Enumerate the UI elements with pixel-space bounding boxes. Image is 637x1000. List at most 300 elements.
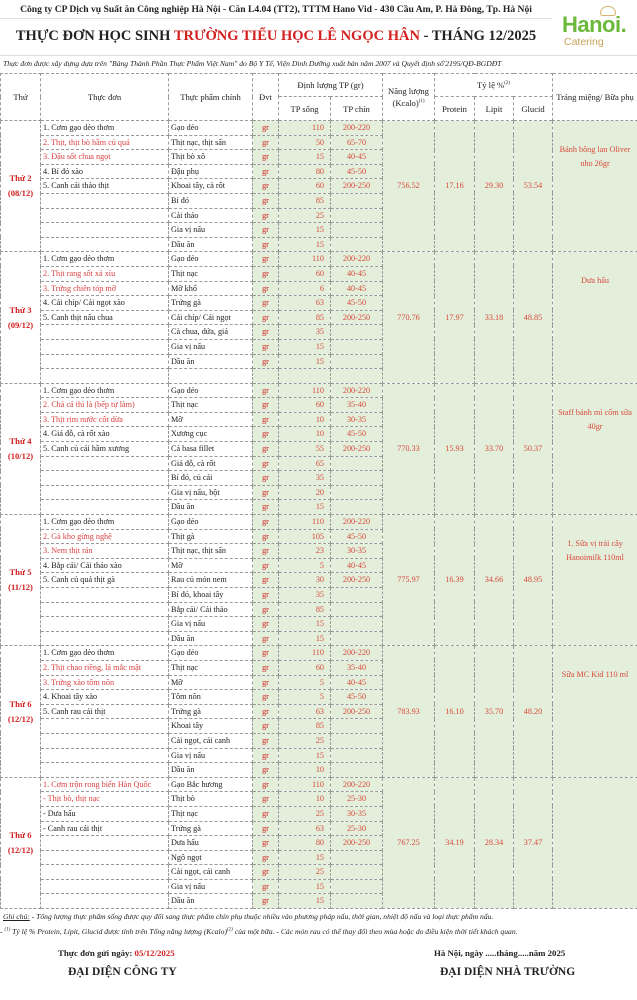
protein-cell: 16.10 [435, 646, 475, 777]
dish-cell [41, 617, 169, 632]
day-label: Thứ 4 [9, 435, 32, 446]
title-part2: - THÁNG 12/2025 [419, 28, 537, 44]
cooked-amount-cell [331, 471, 383, 486]
glucid-cell: 37.47 [514, 777, 553, 908]
ingredient-cell: Gạo dẻo [169, 252, 253, 267]
dish-cell: 3. Nem thịt rán [41, 544, 169, 559]
title-school: TRƯỜNG TIỂU HỌC LÊ NGỌC HÂN [173, 28, 420, 44]
unit-cell: gr [253, 777, 279, 792]
cooked-amount-cell [331, 850, 383, 865]
raw-amount-cell: 25 [279, 208, 331, 223]
raw-amount-cell: 15 [279, 617, 331, 632]
note-2-text-b: Tỷ lệ % Protein, Lipit, Glucid được tính trên Tổng năng lượng (Kcalo) [10, 927, 227, 936]
dish-cell: 1. Cơm gạo dẻo thơm [41, 383, 169, 398]
raw-amount-cell: 85 [279, 193, 331, 208]
cooked-amount-cell [331, 763, 383, 778]
dish-cell [41, 631, 169, 646]
lipit-cell: 33.18 [475, 252, 514, 383]
day-date: (12/12) [7, 713, 34, 724]
dish-cell: 2. Thịt chao riềng, lá mắc mật [41, 660, 169, 675]
dessert-cell: Bánh bông lan Oliver nho 26gr [553, 121, 637, 252]
dish-cell: 1. Cơm trộn rong biển Hàn Quốc [41, 777, 169, 792]
day-cell [1, 121, 41, 252]
unit-cell: gr [253, 704, 279, 719]
ingredient-cell: Dưa hấu [169, 836, 253, 851]
ingredient-cell: Gia vị nấu [169, 748, 253, 763]
day-date: (12/12) [7, 844, 34, 855]
table-row [1, 646, 637, 661]
unit-cell: gr [253, 208, 279, 223]
raw-amount-cell: 5 [279, 675, 331, 690]
cooked-amount-cell [331, 485, 383, 500]
unit-cell: gr [253, 266, 279, 281]
cooked-amount-cell: 200-220 [331, 252, 383, 267]
ty-le-sup: (2) [504, 81, 511, 87]
unit-cell: gr [253, 121, 279, 136]
raw-amount-cell: 60 [279, 266, 331, 281]
ingredient-cell: Dầu ăn [169, 763, 253, 778]
unit-cell [253, 369, 279, 384]
dish-cell [41, 719, 169, 734]
ingredient-cell: Tôm nõn [169, 690, 253, 705]
cooked-amount-cell [331, 748, 383, 763]
unit-cell: gr [253, 646, 279, 661]
day-label: Thứ 6 [9, 829, 32, 840]
cooked-amount-cell: 40-45 [331, 675, 383, 690]
raw-amount-cell: 15 [279, 223, 331, 238]
raw-amount-cell: 60 [279, 398, 331, 413]
energy-cell: 770.33 [383, 383, 435, 514]
dish-cell: 4. Giá đỗ, cà rốt xào [41, 427, 169, 442]
cooked-amount-cell: 45-50 [331, 427, 383, 442]
raw-amount-cell: 15 [279, 748, 331, 763]
cooked-amount-cell [331, 237, 383, 252]
ingredient-cell: Mỡ [169, 675, 253, 690]
col-header-thu: Thứ [1, 74, 41, 121]
cooked-amount-cell: 40-45 [331, 150, 383, 165]
raw-amount-cell: 10 [279, 427, 331, 442]
day-label: Thứ 5 [9, 567, 32, 578]
cooked-amount-cell: 40-45 [331, 266, 383, 281]
unit-cell: gr [253, 150, 279, 165]
cooked-amount-cell: 200-250 [331, 704, 383, 719]
lipit-cell: 33.70 [475, 383, 514, 514]
ingredient-cell: Trứng gà [169, 296, 253, 311]
ingredient-cell: Xương cục [169, 427, 253, 442]
cooked-amount-cell: 200-250 [331, 179, 383, 194]
unit-cell: gr [253, 500, 279, 515]
company-header: Công ty CP Dịch vụ Suất ăn Công nghiệp Hà Nội - Căn L4.04 (TT2), TTTM Hano Vid - 430 Cầu Am, P. Hà Đông, Tp. Hà Nội [0, 0, 552, 19]
col-header-lipit: Lipit [475, 97, 514, 121]
dish-cell: 4. Khoai tây xào [41, 690, 169, 705]
dish-cell [41, 748, 169, 763]
cooked-amount-cell [331, 500, 383, 515]
unit-cell: gr [253, 573, 279, 588]
cooked-amount-cell [331, 733, 383, 748]
raw-amount-cell: 10 [279, 412, 331, 427]
col-header-protein: Protein [435, 97, 475, 121]
cooked-amount-cell [331, 879, 383, 894]
dish-cell: 5. Canh cải thảo thịt [41, 179, 169, 194]
page-title [0, 20, 552, 52]
sent-date: 05/12/2025 [134, 948, 175, 958]
lipit-cell: 29.30 [475, 121, 514, 252]
dessert-cell: Dưa hấu [553, 252, 637, 383]
ingredient-cell: Gạo dẻo [169, 121, 253, 136]
unit-cell: gr [253, 164, 279, 179]
unit-cell: gr [253, 544, 279, 559]
ingredient-cell: Thịt nạc [169, 806, 253, 821]
raw-amount-cell: 15 [279, 150, 331, 165]
ingredient-cell [169, 369, 253, 384]
company-representative: ĐẠI DIỆN CÔNG TY [68, 966, 177, 978]
dish-cell: 2. Chả cá thì là (bếp tự làm) [41, 398, 169, 413]
note-2-prefix: - [0, 927, 5, 936]
unit-cell: gr [253, 675, 279, 690]
col-header-thuc-don: Thực đơn [41, 74, 169, 121]
raw-amount-cell: 20 [279, 485, 331, 500]
nang-luong-sup: (1) [418, 99, 425, 105]
note-1-text: - Tổng lượng thực phẩm sống được quy đổi sang thực phẩm chín phụ thuộc nhiều vào phương pháp nấu, thời gian, nhiệt độ nấu và loại thực phẩm nấu. [29, 912, 494, 921]
cooked-amount-cell: 200-220 [331, 121, 383, 136]
cooked-amount-cell [331, 456, 383, 471]
unit-cell: gr [253, 821, 279, 836]
raw-amount-cell: 60 [279, 660, 331, 675]
cooked-amount-cell: 200-220 [331, 383, 383, 398]
unit-cell: gr [253, 237, 279, 252]
table-row [1, 515, 637, 530]
ingredient-cell: Cà chua, dứa, giá [169, 325, 253, 340]
unit-cell: gr [253, 296, 279, 311]
ingredient-cell: Mỡ [169, 558, 253, 573]
note-label: Ghi chú: [3, 912, 30, 921]
ingredient-cell: Giá đỗ, cà rốt [169, 456, 253, 471]
cooked-amount-cell [331, 719, 383, 734]
cooked-amount-cell: 40-45 [331, 558, 383, 573]
raw-amount-cell: 80 [279, 836, 331, 851]
raw-amount-cell: 30 [279, 573, 331, 588]
ingredient-cell: Mỡ khổ [169, 281, 253, 296]
cooked-amount-cell: 25-30 [331, 821, 383, 836]
dish-cell [41, 208, 169, 223]
dish-cell: 5. Canh thịt nấu chua [41, 310, 169, 325]
raw-amount-cell: 10 [279, 763, 331, 778]
ingredient-cell: Gạo dẻo [169, 383, 253, 398]
ingredient-cell: Thịt nạc, thịt sấn [169, 135, 253, 150]
unit-cell: gr [253, 529, 279, 544]
dish-cell: 2. Thịt rang sốt xá xíu [41, 266, 169, 281]
table-row [1, 383, 637, 398]
dish-cell: 5. Canh rau cải thịt [41, 704, 169, 719]
unit-cell: gr [253, 515, 279, 530]
dish-cell: - Thịt bò, thịt nạc [41, 792, 169, 807]
dish-cell: 5. Canh củ quả thịt gà [41, 573, 169, 588]
dish-cell [41, 879, 169, 894]
protein-cell: 16.39 [435, 515, 475, 646]
unit-cell: gr [253, 412, 279, 427]
day-date: (08/12) [7, 188, 34, 199]
ingredient-cell: Thịt nạc [169, 398, 253, 413]
day-cell [1, 777, 41, 908]
dish-cell [41, 894, 169, 909]
cooked-amount-cell [331, 369, 383, 384]
glucid-cell: 50.37 [514, 383, 553, 514]
day-cell [1, 646, 41, 777]
raw-amount-cell: 15 [279, 237, 331, 252]
ingredient-cell: Cải thảo [169, 208, 253, 223]
cooked-amount-cell: 45-50 [331, 690, 383, 705]
dessert-cell [553, 777, 637, 908]
col-header-trang-mieng: Tráng miệng/ Bữa phụ [553, 74, 637, 121]
dessert-cell: Sữa MC Kid 110 ml [553, 646, 637, 777]
raw-amount-cell: 15 [279, 850, 331, 865]
cooked-amount-cell [331, 223, 383, 238]
logo-sub-text: Catering [564, 36, 604, 48]
dish-cell: 1. Cơm gạo dẻo thơm [41, 646, 169, 661]
raw-amount-cell: 15 [279, 631, 331, 646]
dish-cell: 1. Cơm gạo dẻo thơm [41, 121, 169, 136]
footnote-2 [0, 927, 518, 936]
day-cell [1, 515, 41, 646]
school-representative: ĐẠI DIỆN NHÀ TRƯỜNG [440, 966, 576, 978]
ingredient-cell: Ngô ngọt [169, 850, 253, 865]
dish-cell [41, 485, 169, 500]
nang-luong-label: Năng lượng (Kcalo) [388, 86, 429, 108]
dish-cell: 3. Trứng chiên tóp mỡ [41, 281, 169, 296]
unit-cell: gr [253, 442, 279, 457]
unit-cell: gr [253, 733, 279, 748]
dish-cell: 3. Trứng xào tôm nõn [41, 675, 169, 690]
dish-cell [41, 193, 169, 208]
ingredient-cell: Cải ngọt, cải canh [169, 733, 253, 748]
cooked-amount-cell [331, 865, 383, 880]
day-date: (09/12) [7, 319, 34, 330]
menu-body [1, 121, 637, 909]
dish-cell [41, 602, 169, 617]
cooked-amount-cell [331, 617, 383, 632]
ingredient-cell: Trứng gà [169, 821, 253, 836]
raw-amount-cell: 85 [279, 719, 331, 734]
raw-amount-cell: 23 [279, 544, 331, 559]
glucid-cell: 53.54 [514, 121, 553, 252]
raw-amount-cell: 35 [279, 325, 331, 340]
protein-cell: 15.93 [435, 383, 475, 514]
cooked-amount-cell [331, 602, 383, 617]
ingredient-cell: Trứng gà [169, 704, 253, 719]
col-header-tp-chin: TP chín [331, 97, 383, 121]
raw-amount-cell: 35 [279, 588, 331, 603]
unit-cell: gr [253, 310, 279, 325]
raw-amount-cell: 63 [279, 704, 331, 719]
ingredient-cell: Gạo dẻo [169, 515, 253, 530]
cooked-amount-cell [331, 588, 383, 603]
ingredient-cell: Bí đỏ [169, 193, 253, 208]
raw-amount-cell: 110 [279, 121, 331, 136]
ingredient-cell: Dầu ăn [169, 237, 253, 252]
cooked-amount-cell: 40-45 [331, 281, 383, 296]
raw-amount-cell: 110 [279, 515, 331, 530]
dish-cell: 4. Bắp cải/ Cải thảo xào [41, 558, 169, 573]
unit-cell: gr [253, 617, 279, 632]
cooked-amount-cell: 200-250 [331, 573, 383, 588]
unit-cell: gr [253, 383, 279, 398]
raw-amount-cell: 15 [279, 894, 331, 909]
unit-cell: gr [253, 602, 279, 617]
raw-amount-cell: 50 [279, 135, 331, 150]
dish-cell [41, 836, 169, 851]
dish-cell: 1. Cơm gạo dẻo thơm [41, 515, 169, 530]
menu-basis-note: Thực đơn được xây dựng dựa trên "Bảng Thành Phần Thực Phẩm Việt Nam" do Bộ Y Tế, Viện Dinh Dưỡng xuất bản năm 2007 và Quyết định số'2195/QĐ-BGDĐT [0, 55, 637, 70]
raw-amount-cell: 110 [279, 777, 331, 792]
cooked-amount-cell [331, 208, 383, 223]
raw-amount-cell: 105 [279, 529, 331, 544]
raw-amount-cell: 5 [279, 690, 331, 705]
energy-cell: 767.25 [383, 777, 435, 908]
unit-cell: gr [253, 179, 279, 194]
cooked-amount-cell: 200-220 [331, 646, 383, 661]
unit-cell: gr [253, 879, 279, 894]
raw-amount-cell: 110 [279, 252, 331, 267]
glucid-cell: 48.95 [514, 515, 553, 646]
unit-cell: gr [253, 792, 279, 807]
ingredient-cell: Thịt bò [169, 792, 253, 807]
dish-cell: - Canh rau cải thịt [41, 821, 169, 836]
raw-amount-cell: 55 [279, 442, 331, 457]
sent-label: Thực đơn gửi ngày: [58, 948, 135, 958]
cooked-amount-cell: 45-50 [331, 529, 383, 544]
ingredient-cell: Bắp cải/ Cải thảo [169, 602, 253, 617]
glucid-cell: 48.85 [514, 252, 553, 383]
unit-cell: gr [253, 660, 279, 675]
raw-amount-cell: 63 [279, 296, 331, 311]
unit-cell: gr [253, 485, 279, 500]
raw-amount-cell: 6 [279, 281, 331, 296]
ingredient-cell: Thịt nạc [169, 660, 253, 675]
dish-cell: - Dưa hấu [41, 806, 169, 821]
cooked-amount-cell: 65-70 [331, 135, 383, 150]
place-date: Hà Nội, ngày .....tháng.....năm 2025 [434, 948, 566, 958]
cooked-amount-cell: 30-35 [331, 544, 383, 559]
cooked-amount-cell [331, 325, 383, 340]
unit-cell: gr [253, 806, 279, 821]
dish-cell: 1. Cơm gạo dẻo thơm [41, 252, 169, 267]
ingredient-cell: Đậu phụ [169, 164, 253, 179]
cooked-amount-cell: 45-50 [331, 164, 383, 179]
note-2-text-c: của một bữa. - Các món rau có thể thay đổi theo mùa hoặc do điều kiện thời tiết khách quan. [232, 927, 518, 936]
ingredient-cell: Thịt nạc, thịt sấn [169, 544, 253, 559]
ingredient-cell: Dầu ăn [169, 354, 253, 369]
dish-cell [41, 325, 169, 340]
note-2-sup1: (1) [4, 927, 11, 933]
dish-cell [41, 369, 169, 384]
ingredient-cell: Cải chíp/ Cải ngọt [169, 310, 253, 325]
hanoi-catering-logo [556, 4, 634, 54]
ingredient-cell: Khoai tây [169, 719, 253, 734]
unit-cell: gr [253, 471, 279, 486]
dish-cell [41, 339, 169, 354]
energy-cell: 775.97 [383, 515, 435, 646]
raw-amount-cell: 25 [279, 733, 331, 748]
day-cell [1, 383, 41, 514]
raw-amount-cell: 60 [279, 179, 331, 194]
dish-cell: 4. Bí đỏ xào [41, 164, 169, 179]
ingredient-cell: Thịt gà [169, 529, 253, 544]
day-label: Thứ 2 [9, 173, 32, 184]
dish-cell [41, 223, 169, 238]
unit-cell: gr [253, 558, 279, 573]
raw-amount-cell: 25 [279, 865, 331, 880]
unit-cell: gr [253, 631, 279, 646]
cooked-amount-cell: 45-50 [331, 296, 383, 311]
dish-cell [41, 471, 169, 486]
raw-amount-cell: 15 [279, 879, 331, 894]
table-row [1, 121, 637, 136]
dish-cell [41, 733, 169, 748]
col-header-glucid: Glucid [514, 97, 553, 121]
unit-cell: gr [253, 281, 279, 296]
raw-amount-cell: 63 [279, 821, 331, 836]
raw-amount-cell: 15 [279, 354, 331, 369]
raw-amount-cell: 25 [279, 806, 331, 821]
day-date: (11/12) [8, 582, 33, 593]
col-header-tp-song: TP sống [279, 97, 331, 121]
dish-cell [41, 500, 169, 515]
ty-le-label: Tỷ lệ % [476, 80, 505, 90]
title-part1: THỰC ĐƠN HỌC SINH [15, 28, 174, 44]
ingredient-cell: Dầu ăn [169, 500, 253, 515]
unit-cell: gr [253, 850, 279, 865]
col-header-thuc-pham-chinh: Thực phẩm chính [169, 74, 253, 121]
raw-amount-cell: 110 [279, 646, 331, 661]
unit-cell: gr [253, 588, 279, 603]
dish-cell: 4. Cải chíp/ Cải ngọt xào [41, 296, 169, 311]
ingredient-cell: Gia vị nấu [169, 617, 253, 632]
day-label: Thứ 3 [9, 304, 32, 315]
cooked-amount-cell: 200-220 [331, 777, 383, 792]
dish-cell [41, 456, 169, 471]
day-date: (10/12) [7, 450, 34, 461]
glucid-cell: 48.20 [514, 646, 553, 777]
cooked-amount-cell: 30-35 [331, 806, 383, 821]
cooked-amount-cell: 200-250 [331, 836, 383, 851]
raw-amount-cell: 35 [279, 471, 331, 486]
ingredient-cell: Thịt nạc [169, 266, 253, 281]
raw-amount-cell: 65 [279, 456, 331, 471]
ingredient-cell: Gia vị nấu [169, 339, 253, 354]
unit-cell: gr [253, 690, 279, 705]
menu-table [0, 73, 637, 909]
ingredient-cell: Dầu ăn [169, 631, 253, 646]
raw-amount-cell: 85 [279, 310, 331, 325]
cooked-amount-cell: 25-30 [331, 792, 383, 807]
protein-cell: 17.16 [435, 121, 475, 252]
raw-amount-cell: 110 [279, 383, 331, 398]
table-row [1, 777, 637, 792]
ingredient-cell: Cá basa fillet [169, 442, 253, 457]
cooked-amount-cell: 35-40 [331, 398, 383, 413]
cooked-amount-cell: 35-40 [331, 660, 383, 675]
cooked-amount-cell [331, 339, 383, 354]
cooked-amount-cell [331, 631, 383, 646]
raw-amount-cell: 85 [279, 602, 331, 617]
col-header-ty-le [435, 74, 553, 97]
dish-cell: 2. Thịt, thịt bò hầm củ quả [41, 135, 169, 150]
lipit-cell: 34.66 [475, 515, 514, 646]
ingredient-cell: Bí đỏ, khoai tây [169, 588, 253, 603]
dish-cell: 3. Đậu sốt chua ngọt [41, 150, 169, 165]
ingredient-cell: Cải ngọt, cải canh [169, 865, 253, 880]
col-header-nang-luong [383, 74, 435, 121]
